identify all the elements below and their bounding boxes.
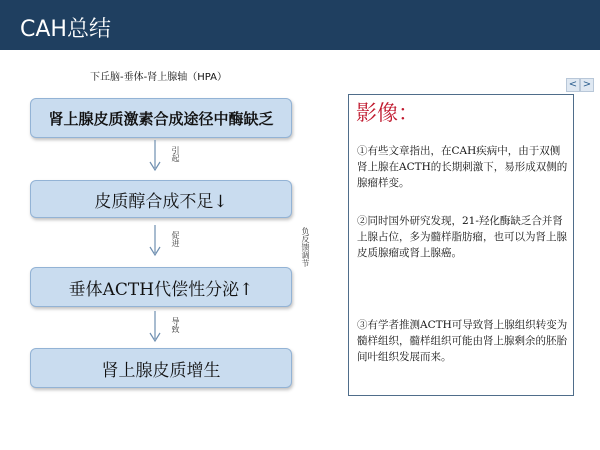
next-slide-button[interactable]: > — [580, 78, 594, 92]
arrow-label-lead: 导致 — [171, 317, 180, 333]
panel-paragraph: ②同时国外研究发现，21-羟化酶缺乏合并肾上腺占位，多为髓样脂肪瘤，也可以为肾上腺皮质腺瘤或肾上腺癌。 — [357, 215, 567, 259]
title-bar — [0, 0, 600, 50]
panel-title: 影像： — [356, 101, 419, 125]
down-arrow-icon — [148, 140, 162, 172]
panel-paragraph: ①有些文章指出，在CAH疾病中，由于双侧肾上腺在ACTH的长期刺激下，易形成双侧的腺瘤样变。 — [357, 145, 568, 189]
imaging-panel — [348, 94, 574, 396]
feedback-label: 负反馈调节 — [301, 227, 310, 267]
flow-step-hyperplasia: 肾上腺皮质增生 — [30, 348, 292, 388]
panel-paragraph: ③有学者推测ACTH可导致肾上腺组织转变为髓样组织，髓样组织可能由肾上腺剩余的胚胎间叶组织发展而来。 — [357, 319, 568, 363]
slide-title: CAH总结 — [20, 17, 111, 42]
flow-step-cortisol-low: 皮质醇合成不足↓ — [30, 180, 292, 218]
down-arrow-icon — [148, 225, 162, 257]
flow-step-enzyme-deficiency: 肾上腺皮质激素合成途径中酶缺乏 — [30, 98, 292, 138]
hpa-axis-caption: 下丘脑-垂体-肾上腺轴（HPA） — [90, 72, 227, 83]
down-arrow-icon — [148, 311, 162, 343]
arrow-label-cause: 引起 — [171, 146, 180, 162]
flow-step-acth-up: 垂体ACTH代偿性分泌↑ — [30, 267, 292, 307]
prev-slide-button[interactable]: < — [566, 78, 580, 92]
arrow-label-promote: 促进 — [171, 231, 180, 247]
